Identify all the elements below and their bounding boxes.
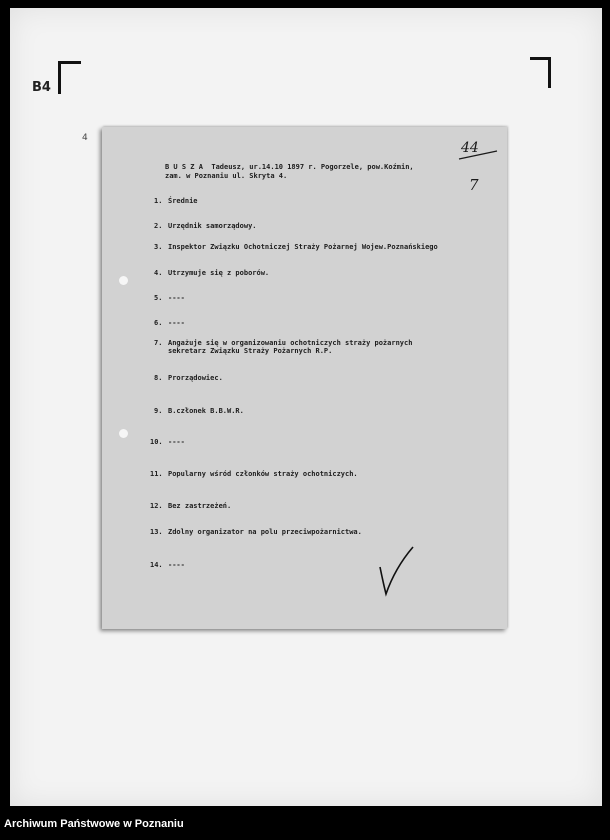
frame-small-mark: 4 xyxy=(82,133,88,143)
item-number: 13. xyxy=(150,528,163,536)
item-text: ---- xyxy=(168,561,185,569)
item-text: Utrzymuje się z poborów. xyxy=(168,269,270,277)
header-line-1: B U S Z A Tadeusz, ur.14.10 1897 r. Pogorzele, pow.Koźmin, xyxy=(165,163,414,171)
item-text: ---- xyxy=(168,438,185,446)
punch-hole xyxy=(119,429,128,438)
item-number: 7. xyxy=(154,339,163,347)
header-line-2: zam. w Poznaniu ul. Skryta 4. xyxy=(165,172,288,180)
item-text: Zdolny organizator na polu przeciwpożarnictwa. xyxy=(168,528,362,536)
item-number: 9. xyxy=(154,407,163,415)
item-text: Prorządowiec. xyxy=(168,374,223,382)
corner-mark-top-left xyxy=(58,61,81,94)
handwritten-mark: 7 xyxy=(469,176,479,194)
item-text: Średnie xyxy=(168,197,198,205)
archive-footer: Archiwum Państwowe w Poznaniu xyxy=(4,818,184,830)
item-number: 12. xyxy=(150,502,163,510)
punch-hole xyxy=(119,276,128,285)
item-text: Bez zastrzeżeń. xyxy=(168,502,232,510)
item-text: Urzędnik samorządowy. xyxy=(168,222,257,230)
item-text: Angażuje się w organizowaniu ochotniczych straży pożarnych xyxy=(168,339,413,347)
item-number: 14. xyxy=(150,561,163,569)
item-text: ---- xyxy=(168,319,185,327)
item-text: Popularny wśród członków straży ochotniczych. xyxy=(168,470,358,478)
item-text: Inspektor Związku Ochotniczej Straży Pożarnej Wojew.Poznańskiego xyxy=(168,243,438,251)
item-text: B.członek B.B.W.R. xyxy=(168,407,244,415)
checkmark-icon xyxy=(377,542,417,597)
corner-mark-top-right xyxy=(530,57,551,88)
item-number: 5. xyxy=(154,294,163,302)
item-number: 6. xyxy=(154,319,163,327)
item-number: 8. xyxy=(154,374,163,382)
item-text: sekretarz Związku Straży Pożarnych R.P. xyxy=(168,347,333,355)
item-number: 11. xyxy=(150,470,163,478)
item-number: 10. xyxy=(150,438,163,446)
item-text: ---- xyxy=(168,294,185,302)
item-number: 3. xyxy=(154,243,163,251)
handwritten-page-number: 44 xyxy=(461,140,479,156)
item-number: 4. xyxy=(154,269,163,277)
handwritten-annotations-icon xyxy=(457,135,505,195)
item-number: 2. xyxy=(154,222,163,230)
frame-mark-label: B4 xyxy=(32,80,51,95)
document-page xyxy=(102,127,507,629)
item-number: 1. xyxy=(154,197,163,205)
